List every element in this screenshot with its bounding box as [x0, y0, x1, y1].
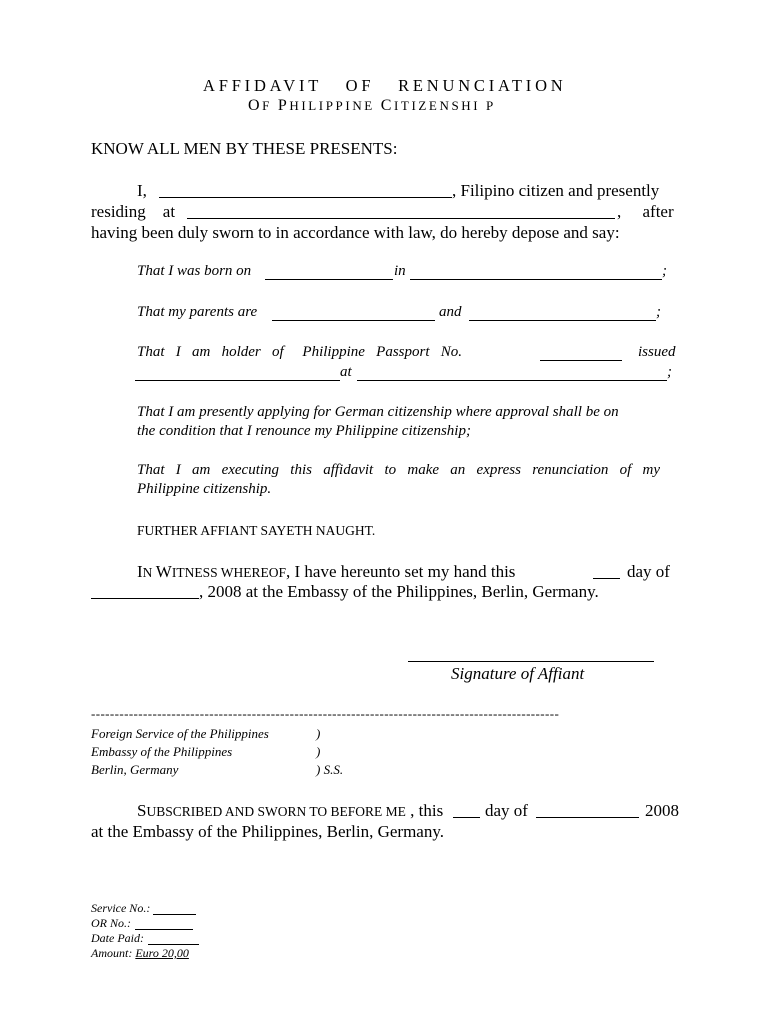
or-no-label: OR No.: [91, 916, 131, 930]
sworn-line1: SUBSCRIBED AND SWORN TO BEFORE ME , this [137, 801, 444, 820]
witness-month-blank[interactable] [91, 598, 199, 599]
address-blank[interactable] [187, 218, 615, 219]
intro-sworn-line: having been duly sworn to in accordance with law, do hereby depose and say: [91, 223, 620, 242]
executing-clause-line2: Philippine citizenship. [137, 481, 272, 497]
venue-line3: Berlin, Germany [91, 762, 179, 777]
witness-day-of: day of [627, 562, 670, 581]
german-clause-line1: That I am presently applying for German citizenship where approval shall be on [137, 404, 619, 420]
sworn-day-blank[interactable] [453, 817, 480, 818]
amount-value: Euro 20,00 [135, 946, 189, 960]
signature-label: Signature of Affiant [451, 664, 585, 683]
birthdate-blank[interactable] [265, 279, 393, 280]
sworn-day-of: day of [485, 801, 528, 820]
german-clause-line2: the condition that I renounce my Philippine citizenship; [137, 423, 471, 439]
document-title: AFFIDAVIT OF RENUNCIATION [203, 76, 567, 95]
service-no-blank[interactable] [153, 914, 196, 915]
father-blank[interactable] [272, 320, 435, 321]
born-semicolon: ; [662, 263, 667, 279]
witness-day-blank[interactable] [593, 578, 620, 579]
passport-number-blank[interactable] [540, 360, 622, 361]
intro-after: , after [617, 202, 674, 221]
name-blank[interactable] [159, 197, 452, 198]
born-in: in [394, 263, 406, 279]
venue-line2: Embassy of the Philippines [91, 744, 233, 759]
passport-issued: issued [638, 344, 676, 360]
passport-at: at [340, 364, 352, 380]
issue-date-blank[interactable] [135, 380, 340, 381]
parents-and: and [439, 304, 462, 320]
venue-paren1: ) [316, 726, 321, 741]
passport-clause: That I am holder of Philippine Passport No. [137, 344, 463, 360]
sworn-year: 2008 [645, 801, 679, 820]
venue-line1: Foreign Service of the Philippines [91, 726, 269, 741]
witness-line1: IN WITNESS WHEREOF, I have hereunto set my hand this [137, 562, 516, 581]
dashed-divider: --------------------------------------------------------------------------------------------------- [91, 706, 560, 721]
signature-line[interactable] [408, 661, 654, 662]
mother-blank[interactable] [469, 320, 656, 321]
or-no-blank[interactable] [135, 929, 193, 930]
parents-semicolon: ; [656, 304, 661, 320]
amount-row: Amount: Euro 20,00 [91, 946, 189, 960]
know-all-men-heading: KNOW ALL MEN BY THESE PRESENTS: [91, 139, 398, 158]
born-clause: That I was born on [137, 263, 252, 279]
intro-i: I, [137, 181, 147, 200]
intro-residing: residing at [91, 202, 176, 221]
venue-paren2: ) [316, 744, 321, 759]
document-subtitle: OF PHILIPPINE CITIZENSHI P [248, 97, 496, 114]
passport-semicolon: ; [667, 364, 672, 380]
date-paid-label: Date Paid: [91, 931, 144, 945]
service-no-label: Service No.: [91, 901, 151, 915]
sworn-month-blank[interactable] [536, 817, 639, 818]
further-affiant: FURTHER AFFIANT SAYETH NAUGHT. [137, 523, 376, 538]
birthplace-blank[interactable] [410, 279, 662, 280]
issue-place-blank[interactable] [357, 380, 667, 381]
sworn-line2: at the Embassy of the Philippines, Berlin, Germany. [91, 822, 444, 841]
date-paid-blank[interactable] [148, 944, 199, 945]
witness-line2: , 2008 at the Embassy of the Philippines, Berlin, Germany. [199, 582, 599, 601]
intro-citizen-text: , Filipino citizen and presently [452, 181, 660, 200]
parents-clause: That my parents are [137, 304, 258, 320]
executing-clause-line1: That I am executing this affidavit to make an express renunciation of my [137, 462, 660, 478]
venue-ss: ) S.S. [316, 762, 344, 777]
